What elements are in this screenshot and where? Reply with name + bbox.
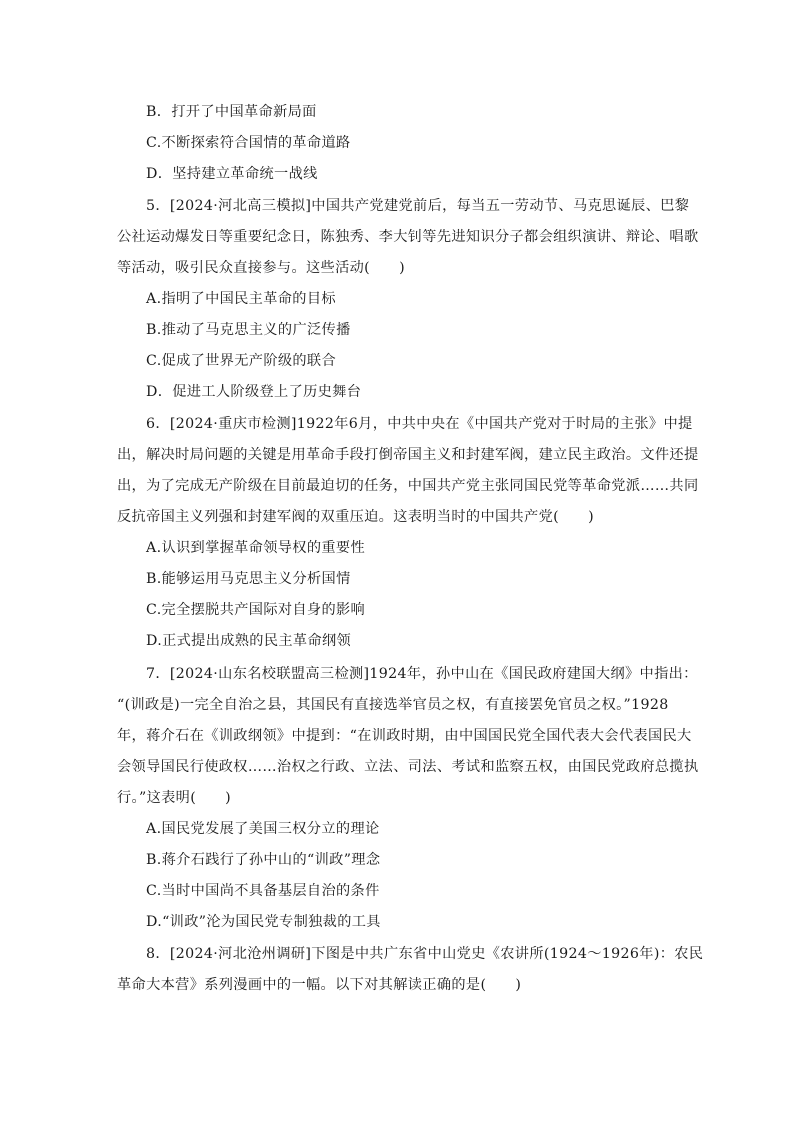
q6-option-d: D.正式提出成熟的民主革命纲领 [146,633,352,649]
q6-option-a: A.认识到掌握革命领导权的重要性 [146,540,365,556]
q4-option-d: D．坚持建立革命统一战线 [146,166,318,182]
q5-option-b: B.推动了马克思主义的广泛传播 [146,322,351,338]
q6-option-c: C.完全摆脱共产国际对自身的影响 [146,602,366,618]
q5-stem-line-3: 等活动，吸引民众直接参与。这些活动( ) [117,260,405,276]
q5-option-c: C.促成了世界无产阶级的联合 [146,353,337,369]
q5-stem-line-1: 5．[2024·河北高三模拟]中国共产党建党前后，每当五一劳动节、马克思诞辰、巴黎 [146,198,690,214]
q7-stem-line-5: 行。”这表明( ) [117,790,232,806]
q6-option-b: B.能够运用马克思主义分析国情 [146,571,351,587]
q7-option-c: C.当时中国尚不具备基层自治的条件 [146,883,380,899]
q7-stem-line-2: “(训政是)一完全自治之县，其国民有直接选举官员之权，有直接罢免官员之权。”1928 [117,697,669,713]
q7-stem-line-4: 会领导国民行使政权……治权之行政、立法、司法、考试和监察五权，由国民党政府总揽执 [117,759,699,775]
q5-option-a: A.指明了中国民主革命的目标 [146,291,336,307]
q7-option-a: A.国民党发展了美国三权分立的理论 [146,821,380,837]
q4-option-c: C.不断探索符合国情的革命道路 [146,135,351,151]
q5-option-d: D．促进工人阶级登上了历史舞台 [146,384,362,400]
q7-option-b: B.蒋介石践行了孙中山的“训政”理念 [146,852,381,868]
q5-stem-line-2: 公社运动爆发日等重要纪念日，陈独秀、李大钊等先进知识分子都会组织演讲、辩论、唱歌 [117,229,699,245]
q8-stem-line-1: 8．[2024·河北沧州调研]下图是中共广东省中山党史《农讲所(1924～1926年)：农民 [146,946,704,962]
q6-stem-line-4: 反抗帝国主义列强和封建军阀的双重压迫。这表明当时的中国共产党( ) [117,509,594,525]
q7-option-d: D.“训政”沦为国民党专制独裁的工具 [146,914,381,930]
q6-stem-line-2: 出，解决时局问题的关键是用革命手段打倒帝国主义和封建军阀，建立民主政治。文件还提 [117,447,699,463]
q7-stem-line-3: 年，蒋介石在《训政纲领》中提到：“在训政时期，由中国国民党全国代表大会代表国民大 [117,728,692,744]
q6-stem-line-3: 出，为了完成无产阶级在目前最迫切的任务，中国共产党主张同国民党等革命党派……共同 [117,478,699,494]
q7-stem-line-1: 7．[2024·山东名校联盟高三检测]1924年，孙中山在《国民政府建国大纲》中指出： [146,666,698,682]
q4-option-b: B．打开了中国革命新局面 [146,104,317,120]
q6-stem-line-1: 6．[2024·重庆市检测]1922年6月，中共中央在《中国共产党对于时局的主张》中提 [146,416,693,432]
q8-stem-line-2: 革命大本营》系列漫画中的一幅。以下对其解读正确的是( ) [117,977,522,993]
